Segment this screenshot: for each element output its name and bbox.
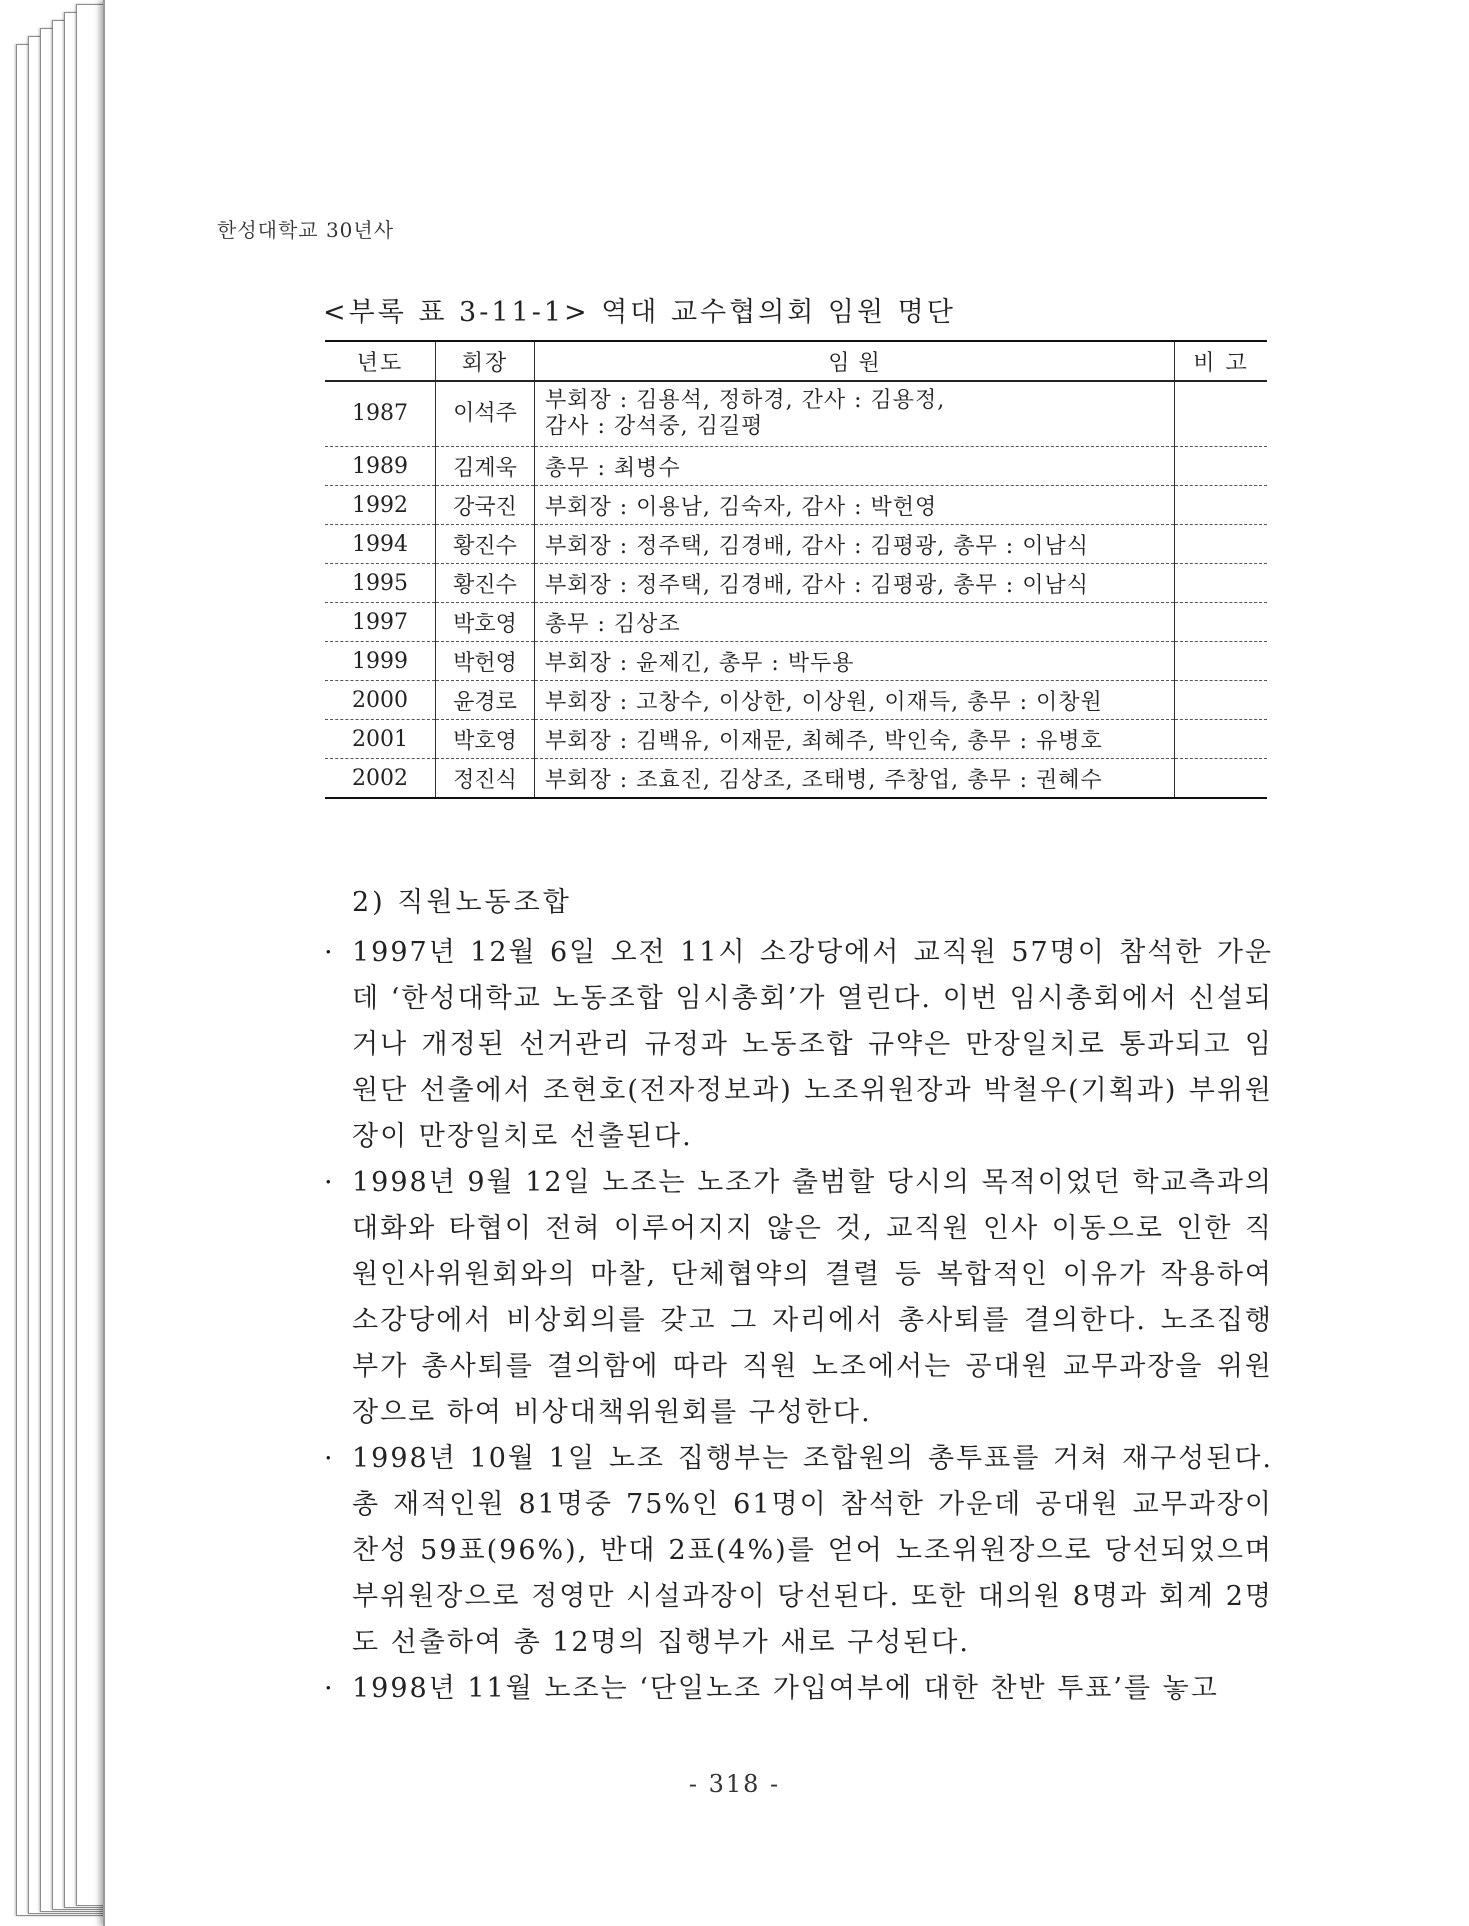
- cell-president: 황진수: [436, 564, 535, 603]
- bullet-mark: ·: [324, 1443, 333, 1474]
- cell-officers: 부회장 : 이용남, 김숙자, 감사 : 박헌영: [535, 486, 1175, 525]
- table-row: [325, 603, 1267, 642]
- header-note: 비 고: [1175, 341, 1268, 381]
- bullet-paragraph: [318, 1666, 1273, 1712]
- cell-year: 1989: [325, 447, 436, 486]
- cell-note: [1175, 381, 1268, 447]
- cell-note: [1175, 564, 1268, 603]
- running-header: 한성대학교 30년사: [217, 218, 395, 242]
- cell-officers: 총무 : 최병수: [535, 447, 1175, 486]
- cell-note: [1175, 603, 1268, 642]
- header-president: 회장: [436, 341, 535, 381]
- cell-note: [1175, 759, 1268, 799]
- bullet-paragraph: [318, 1160, 1273, 1436]
- cell-president: 박헌영: [436, 642, 535, 681]
- cell-officers: 부회장 : 조효진, 김상조, 조태병, 주창업, 총무 : 권혜수: [535, 759, 1175, 799]
- cell-year: 1987: [325, 381, 436, 447]
- cell-year: 2001: [325, 720, 436, 759]
- cell-officers-line: 감사 : 강석중, 김길평: [545, 414, 764, 439]
- cell-officers: 부회장 : 정주택, 김경배, 감사 : 김평광, 총무 : 이남식: [535, 564, 1175, 603]
- cell-year: 1994: [325, 525, 436, 564]
- table-caption: <부록 표 3-11-1> 역대 교수협의회 임원 명단: [323, 297, 956, 328]
- table-row: [325, 759, 1267, 799]
- bullet-mark: ·: [324, 1673, 333, 1704]
- cell-president: 김계욱: [436, 447, 535, 486]
- cell-year: 1995: [325, 564, 436, 603]
- table-row: [325, 486, 1267, 525]
- cell-officers: 부회장 : 윤제긴, 총무 : 박두용: [535, 642, 1175, 681]
- bullet-mark: ·: [324, 937, 333, 968]
- page-number: - 318 -: [688, 1770, 781, 1798]
- paragraph-text: 1997년 12월 6일 오전 11시 소강당에서 교직원 57명이 참석한 가운데 ‘한성대학교 노동조합 임시총회’가 열린다. 이번 임시총회에서 신설되거나 개정된 선거관리 규정과 노동조합 규약은 만장일치로 통과되고 임원단 선출에서 조현호(전자정보과) 노조위원장과 박철우(기획과) 부위원장이 만장일치로 선출된다.: [352, 937, 1273, 1152]
- table-row: [325, 720, 1267, 759]
- cell-note: [1175, 681, 1268, 720]
- cell-officers: 총무 : 김상조: [535, 603, 1175, 642]
- cell-year: 2002: [325, 759, 436, 799]
- bullet-mark: ·: [324, 1167, 333, 1198]
- cell-note: [1175, 486, 1268, 525]
- cell-officers-line: 부회장 : 김용석, 정하경, 간사 : 김용정,: [545, 388, 946, 413]
- bullet-paragraph: [318, 930, 1273, 1160]
- cell-president: 강국진: [436, 486, 535, 525]
- paragraph-text: 1998년 9월 12일 노조는 노조가 출범할 당시의 목적이었던 학교측과의 대화와 타협이 전혀 이루어지지 않은 것, 교직원 인사 이동으로 인한 직원인사위원회와의 마찰, 단체협약의 결렬 등 복합적인 이유가 작용하여 소강당에서 비상회의를 갖고 그 자리에서 총사퇴를 결의한다. 노조집행부가 총사퇴를 결의함에 따라 직원 노조에서는 공대원 교무과장을 위원장으로 하여 비상대책위원회를 구성한다.: [352, 1167, 1273, 1428]
- table-row: [325, 525, 1267, 564]
- cell-officers: 부회장 : 고창수, 이상한, 이상원, 이재득, 총무 : 이창원: [535, 681, 1175, 720]
- cell-year: 1992: [325, 486, 436, 525]
- section-heading: 2) 직원노동조합: [352, 887, 572, 918]
- officer-roster-table: [325, 340, 1267, 799]
- header-year: 년도: [325, 341, 436, 381]
- paragraph-text: 1998년 10월 1일 노조 집행부는 조합원의 총투표를 거쳐 재구성된다. 총 재적인원 81명중 75%인 61명이 참석한 가운데 공대원 교무과장이 찬성 59표(96%), 반대 2표(4%)를 얻어 노조위원장으로 당선되었으며 부위원장으로 정영만 시설과장이 당선된다. 또한 대의원 8명과 회계 2명도 선출하여 총 12명의 집행부가 새로 구성된다.: [352, 1443, 1273, 1658]
- cell-note: [1175, 447, 1268, 486]
- cell-officers: 부회장 : 김백유, 이재문, 최혜주, 박인숙, 총무 : 유병호: [535, 720, 1175, 759]
- cell-officers: 부회장 : 정주택, 김경배, 감사 : 김평광, 총무 : 이남식: [535, 525, 1175, 564]
- paragraph-text: 1998년 11월 노조는 ‘단일노조 가입여부에 대한 찬반 투표’를 놓고: [352, 1673, 1219, 1704]
- cell-year: 1997: [325, 603, 436, 642]
- cell-note: [1175, 525, 1268, 564]
- cell-year: 2000: [325, 681, 436, 720]
- table-row: [325, 447, 1267, 486]
- table-row: [325, 381, 1267, 447]
- cell-president: 황진수: [436, 525, 535, 564]
- cell-president: 정진식: [436, 759, 535, 799]
- header-officers: 임 원: [535, 341, 1175, 381]
- table-row: [325, 564, 1267, 603]
- page-stack-edges: [0, 0, 120, 1926]
- bullet-paragraph: [318, 1436, 1273, 1666]
- body-paragraphs: [318, 930, 1273, 1712]
- cell-president: 이석주: [436, 381, 535, 447]
- cell-note: [1175, 642, 1268, 681]
- cell-note: [1175, 720, 1268, 759]
- table-row: [325, 642, 1267, 681]
- cell-president: 박호영: [436, 603, 535, 642]
- cell-president: 윤경로: [436, 681, 535, 720]
- table-row: [325, 681, 1267, 720]
- cell-year: 1999: [325, 642, 436, 681]
- cell-officers: [535, 381, 1175, 447]
- table-header-row: [325, 341, 1267, 381]
- cell-president: 박호영: [436, 720, 535, 759]
